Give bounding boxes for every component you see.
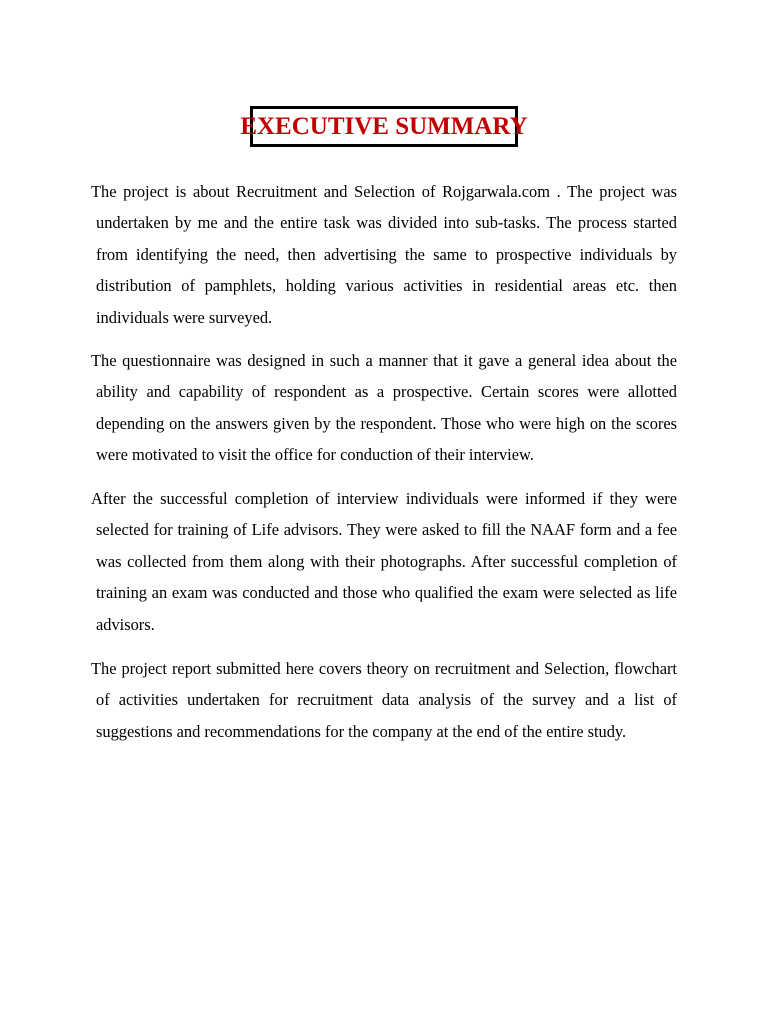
paragraph-3: After the successful completion of interview individuals were informed if they were selected for training of Life advisors. They were asked to fill the NAAF form and a fee was collected from them along with their photographs. After successful completion of training an exam was conducted and those who qualified the exam were selected as life advisors. (91, 489, 677, 634)
title-box (240, 106, 528, 147)
paragraph-1: The project is about Recruitment and Selection of Rojgarwala.com . The project was undertaken by me and the entire task was divided into sub-tasks. The process started from identifying the need, then advertising the same to prospective individuals by distribution of pamphlets, holding various activities in residential areas etc. then individuals were surveyed. (91, 182, 677, 327)
paragraph-4: The project report submitted here covers theory on recruitment and Selection, flowchart of activities undertaken for recruitment data analysis of the survey and a list of suggestions and recommendations for the company at the end of the entire study. (91, 659, 677, 741)
page-title: EXECUTIVE SUMMARY (240, 113, 528, 140)
paragraph-2: The questionnaire was designed in such a manner that it gave a general idea about the ability and capability of respondent as a prospective. Certain scores were allotted depending on the answers given by the respondent. Those who were high on the scores were motivated to visit the office for conduction of their interview. (91, 351, 677, 465)
